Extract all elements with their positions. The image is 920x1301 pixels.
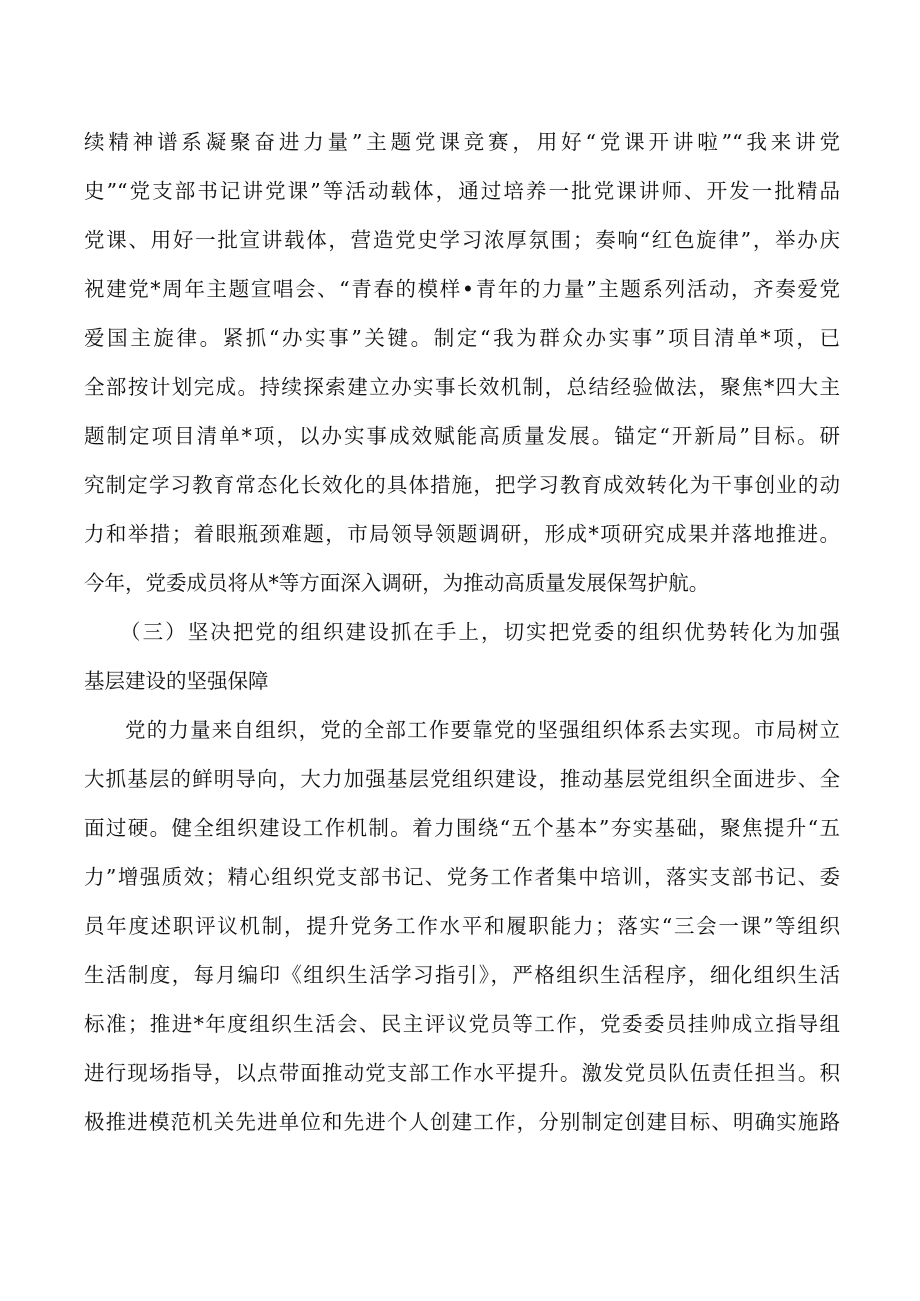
heading-line: （三）坚决把党的组织建设抓在手上，切实把党委的组织优势转化为加强 <box>120 620 840 644</box>
text-line: 力”增强质效；精心组织党支部书记、党务工作者集中培训，落实支部书记、委 <box>84 865 840 889</box>
text-line: 党课、用好一批宣讲载体，营造党史学习浓厚氛围；奏响“红色旋律”，举办庆 <box>84 228 840 252</box>
text-line: 党的力量来自组织，党的全部工作要靠党的坚强组织体系去实现。市局树立 <box>125 718 840 742</box>
text-line: 续精神谱系凝聚奋进力量”主题党课竞赛，用好“党课开讲啦”“我来讲党 <box>84 130 840 154</box>
text-line: 员年度述职评议机制，提升党务工作水平和履职能力；落实“三会一课”等组织 <box>84 914 840 938</box>
heading-line: 基层建设的坚强保障 <box>84 669 269 693</box>
text-line: 究制定学习教育常态化长效化的具体措施，把学习教育成效转化为干事创业的动 <box>84 473 840 497</box>
text-line: 题制定项目清单*项，以办实事成效赋能高质量发展。锚定“开新局”目标。研 <box>84 424 840 448</box>
text-line: 标准；推进*年度组织生活会、民主评议党员等工作，党委委员挂帅成立指导组 <box>84 1012 840 1036</box>
text-line: 力和举措；着眼瓶颈难题，市局领导领题调研，形成*项研究成果并落地推进。 <box>84 522 840 546</box>
paragraph-body <box>84 706 840 1147</box>
text-line: 生活制度，每月编印《组织生活学习指引》，严格组织生活程序，细化组织生活 <box>84 963 840 987</box>
text-line: 大抓基层的鲜明导向，大力加强基层党组织建设，推动基层党组织全面进步、全 <box>84 767 840 791</box>
text-line: 全部按计划完成。持续探索建立办实事长效机制，总结经验做法，聚焦*四大主 <box>84 375 840 399</box>
text-line: 爱国主旋律。紧抓“办实事”关键。制定“我为群众办实事”项目清单*项，已 <box>84 326 840 350</box>
text-line: 祝建党*周年主题宣唱会、“青春的模样•青年的力量”主题系列活动，齐奏爱党 <box>84 277 840 301</box>
section-heading <box>84 608 840 706</box>
text-line: 今年，党委成员将从*等方面深入调研，为推动高质量发展保驾护航。 <box>84 571 710 595</box>
text-line: 极推进模范机关先进单位和先进个人创建工作，分别制定创建目标、明确实施路 <box>84 1110 840 1134</box>
text-line: 进行现场指导，以点带面推动党支部工作水平提升。激发党员队伍责任担当。积 <box>84 1061 840 1085</box>
text-line: 史”“党支部书记讲党课”等活动载体，通过培养一批党课讲师、开发一批精品 <box>84 179 840 203</box>
paragraph-continuation <box>84 118 840 608</box>
text-line: 面过硬。健全组织建设工作机制。着力围绕“五个基本”夯实基础，聚焦提升“五 <box>84 816 840 840</box>
